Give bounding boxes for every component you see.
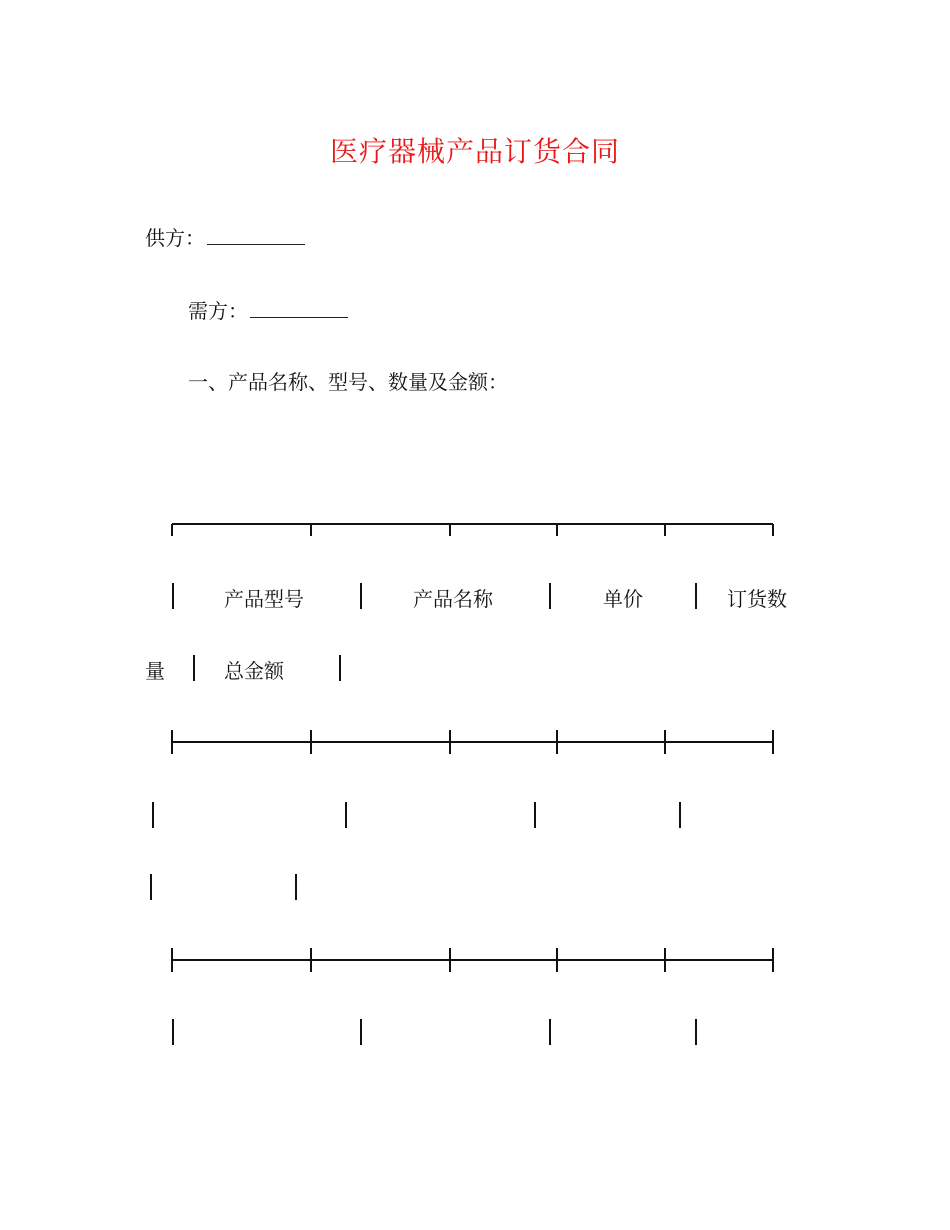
table-border (152, 802, 154, 828)
header-quantity: 订货数 (727, 587, 787, 611)
header-name: 产品名称 (413, 587, 493, 611)
buyer-label: 需方： (188, 299, 248, 323)
supplier-line (145, 222, 305, 251)
supplier-label: 供方： (145, 226, 205, 250)
supplier-blank[interactable] (207, 228, 305, 245)
table-border (295, 874, 297, 900)
table-border (150, 874, 152, 900)
table-border (172, 583, 174, 609)
table-border (549, 1019, 551, 1045)
table-top-rule (0, 516, 950, 536)
table-border (695, 1019, 697, 1045)
table-border (360, 1019, 362, 1045)
section-heading: 一、产品名称、型号、数量及金额： (188, 370, 508, 394)
buyer-blank[interactable] (250, 301, 348, 318)
table-border (549, 583, 551, 609)
document-title: 医疗器械产品订货合同 (329, 135, 620, 168)
table-border (695, 583, 697, 609)
header-total-amount: 总金额 (224, 659, 284, 683)
table-border (360, 583, 362, 609)
table-border (172, 1019, 174, 1045)
table-border (339, 655, 341, 681)
table-row-rule (0, 728, 950, 756)
table-border (345, 802, 347, 828)
table-border (193, 655, 195, 681)
table-border (679, 802, 681, 828)
table-row-rule (0, 946, 950, 974)
header-model: 产品型号 (224, 587, 304, 611)
header-quantity-wrap: 量 (145, 659, 165, 683)
buyer-line (188, 295, 348, 324)
header-unit-price: 单价 (603, 587, 643, 611)
table-border (534, 802, 536, 828)
